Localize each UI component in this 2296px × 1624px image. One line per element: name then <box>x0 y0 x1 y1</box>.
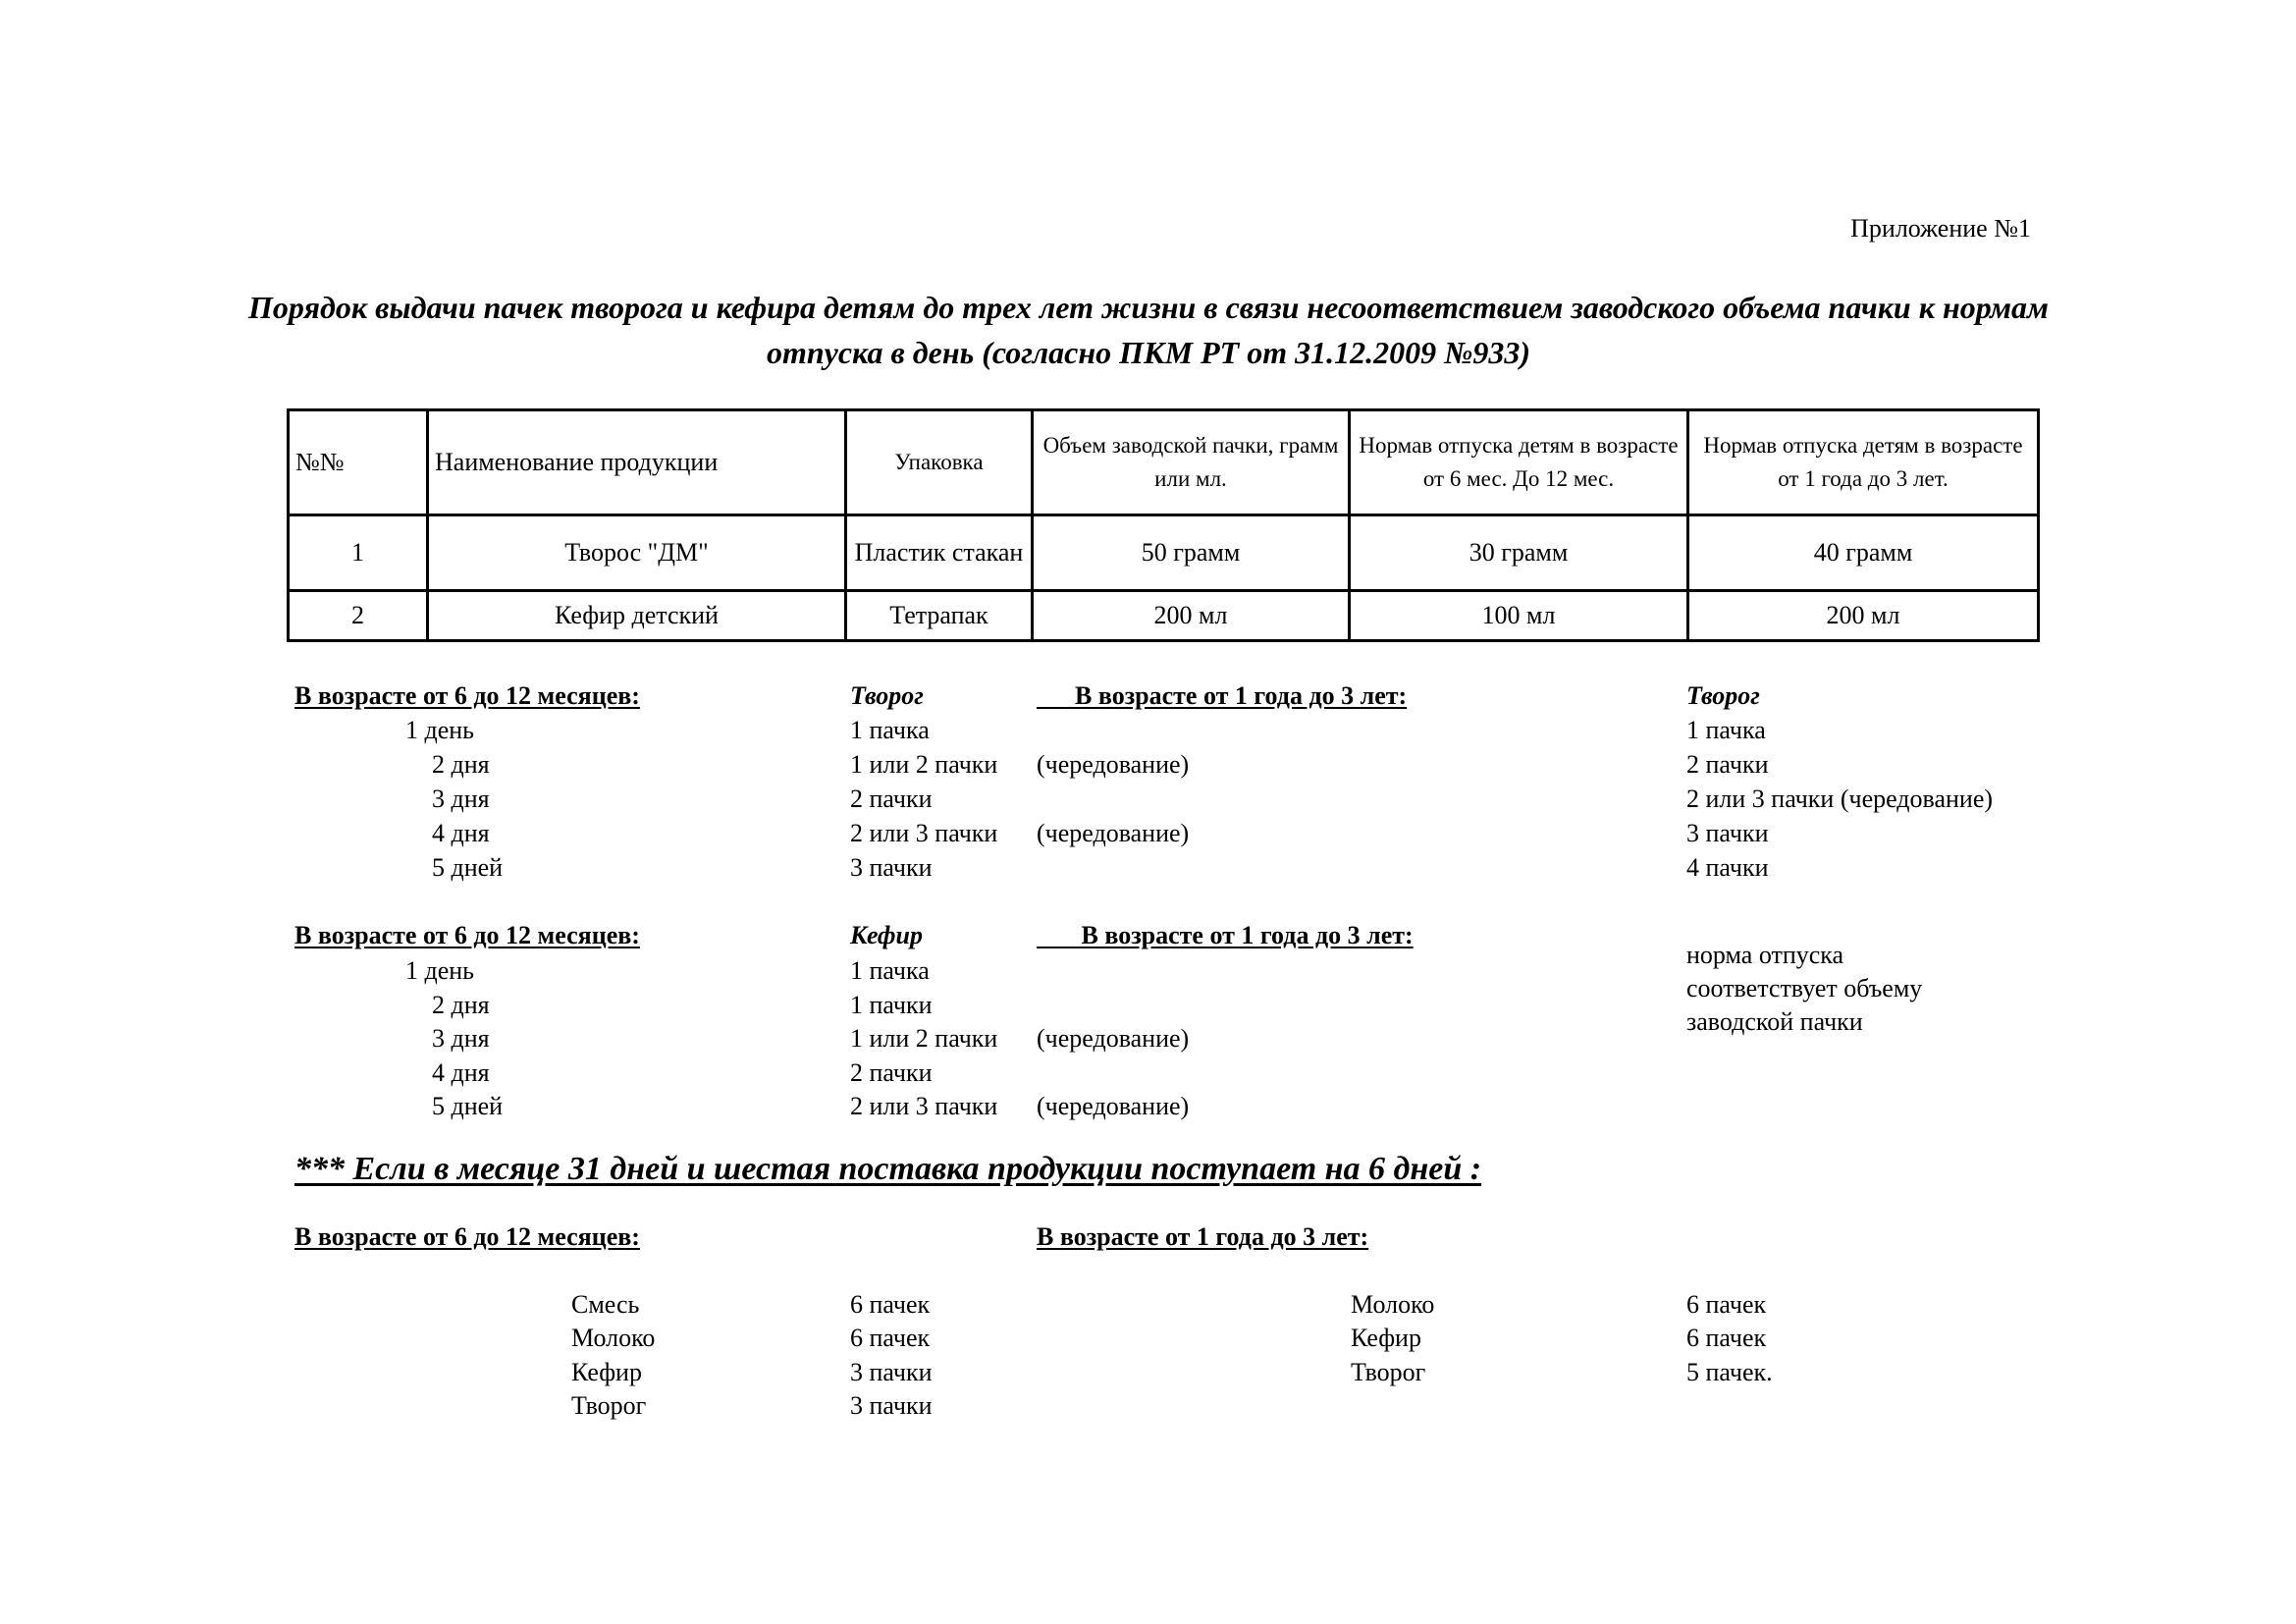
table-row <box>289 515 2039 591</box>
special-toddler-heading: В возрасте от 1 года до 3 лет: <box>1037 1222 1369 1251</box>
cell-packaging: Тетрапак <box>846 591 1033 641</box>
tvorog-alternation-note: (чередование) <box>1037 750 1190 779</box>
tvorog-toddler-amount: 2 или 3 пачки (чередование) <box>1686 785 1994 813</box>
cell-packaging: Пластик стакан <box>846 515 1033 591</box>
kefir-infant-heading: В возрасте от 6 до 12 месяцев: <box>294 921 640 949</box>
tvorog-infant-amount: 1 или 2 пачки <box>850 750 998 779</box>
special-toddler-item-name: Молоко <box>1351 1290 1435 1319</box>
header-product-name: Наименование продукции <box>428 410 846 515</box>
table-row <box>289 591 2039 641</box>
kefir-toddler-note-line: заводской пачки <box>1686 1007 1863 1036</box>
header-norm-toddler: Нормав отпуска детям в возрасте от 1 года до 3 лет. <box>1688 410 2039 515</box>
cell-norm-infant: 100 мл <box>1350 591 1688 641</box>
header-pack-volume: Объем заводской пачки, грамм или мл. <box>1033 410 1350 515</box>
special-infant-item-qty: 6 пачек <box>850 1290 931 1319</box>
special-infant-item-name: Кефир <box>571 1358 642 1386</box>
kefir-day: 5 дней <box>432 1092 504 1120</box>
kefir-toddler-note-line: норма отпуска <box>1686 941 1844 969</box>
special-infant-item-qty: 6 пачек <box>850 1324 931 1352</box>
tvorog-infant-amount: 1 пачка <box>850 716 930 744</box>
tvorog-toddler-amount: 4 пачки <box>1686 853 1769 882</box>
cell-norm-toddler: 200 мл <box>1688 591 2039 641</box>
tvorog-day: 2 дня <box>432 750 490 779</box>
tvorog-product-label: Творог <box>850 681 924 710</box>
special-toddler-item-name: Кефир <box>1351 1324 1421 1352</box>
cell-norm-toddler: 40 грамм <box>1688 515 2039 591</box>
page-title: Порядок выдачи пачек творога и кефира детям до трех лет жизни в связи несоответствием заводского объема пачки к нормам отпуска в день (согласно ПКМ РТ от 31.12.2009 №933) <box>248 290 2049 370</box>
table-header-row <box>289 410 2039 515</box>
cell-pack-volume: 50 грамм <box>1033 515 1350 591</box>
kefir-day: 2 дня <box>432 991 490 1019</box>
cell-number: 1 <box>289 515 428 591</box>
header-norm-infant: Нормав отпуска детям в возрасте от 6 мес. До 12 мес. <box>1350 410 1688 515</box>
kefir-infant-amount: 2 пачки <box>850 1058 933 1087</box>
header-number: №№ <box>289 410 428 515</box>
tvorog-alternation-note: (чередование) <box>1037 819 1190 847</box>
special-infant-item-name: Молоко <box>571 1324 656 1352</box>
tvorog-toddler-amount: 3 пачки <box>1686 819 1769 847</box>
tvorog-infant-amount: 2 или 3 пачки <box>850 819 998 847</box>
tvorog-toddler-heading: В возрасте от 1 года до 3 лет: <box>1075 681 1408 710</box>
tvorog-infant-amount: 3 пачки <box>850 853 933 882</box>
kefir-infant-amount: 2 или 3 пачки <box>850 1092 998 1120</box>
special-delivery-heading: *** Если в месяце 31 дней и шестая поставка продукции поступает на 6 дней : <box>294 1151 1482 1187</box>
norms-table <box>287 408 2040 642</box>
special-toddler-item-qty: 5 пачек. <box>1686 1358 1773 1386</box>
cell-product-name: Творос "ДМ" <box>428 515 846 591</box>
cell-pack-volume: 200 мл <box>1033 591 1350 641</box>
tvorog-day: 5 дней <box>432 853 504 882</box>
tvorog-day: 4 дня <box>432 819 490 847</box>
special-infant-heading: В возрасте от 6 до 12 месяцев: <box>294 1222 640 1251</box>
kefir-infant-amount: 1 пачка <box>850 956 930 985</box>
kefir-toddler-note-line: соответствует объему <box>1686 974 1923 1002</box>
special-infant-item-name: Творог <box>571 1391 647 1420</box>
special-infant-item-qty: 3 пачки <box>850 1391 933 1420</box>
tvorog-toddler-amount: 2 пачки <box>1686 750 1769 779</box>
kefir-alternation-note: (чередование) <box>1037 1092 1190 1120</box>
kefir-day: 4 дня <box>432 1058 490 1087</box>
special-toddler-item-qty: 6 пачек <box>1686 1324 1767 1352</box>
tvorog-toddler-product-label: Творог <box>1686 681 1760 710</box>
special-toddler-item-name: Творог <box>1351 1358 1426 1386</box>
tvorog-infant-amount: 2 пачки <box>850 785 933 813</box>
kefir-toddler-heading: В возрасте от 1 года до 3 лет: <box>1081 921 1414 949</box>
cell-norm-infant: 30 грамм <box>1350 515 1688 591</box>
appendix-label: Приложение №1 <box>1850 214 2031 243</box>
header-packaging: Упаковка <box>846 410 1033 515</box>
tvorog-day: 3 дня <box>432 785 490 813</box>
cell-number: 2 <box>289 591 428 641</box>
special-infant-item-name: Смесь <box>571 1290 640 1319</box>
kefir-alternation-note: (чередование) <box>1037 1024 1190 1053</box>
kefir-product-label: Кефир <box>850 921 923 949</box>
kefir-day: 1 день <box>405 956 475 985</box>
special-toddler-item-qty: 6 пачек <box>1686 1290 1767 1319</box>
kefir-infant-amount: 1 или 2 пачки <box>850 1024 998 1053</box>
kefir-infant-amount: 1 пачки <box>850 991 933 1019</box>
tvorog-day: 1 день <box>405 716 475 744</box>
tvorog-toddler-amount: 1 пачка <box>1686 716 1766 744</box>
kefir-day: 3 дня <box>432 1024 490 1053</box>
tvorog-infant-heading: В возрасте от 6 до 12 месяцев: <box>294 681 640 710</box>
special-infant-item-qty: 3 пачки <box>850 1358 933 1386</box>
cell-product-name: Кефир детский <box>428 591 846 641</box>
